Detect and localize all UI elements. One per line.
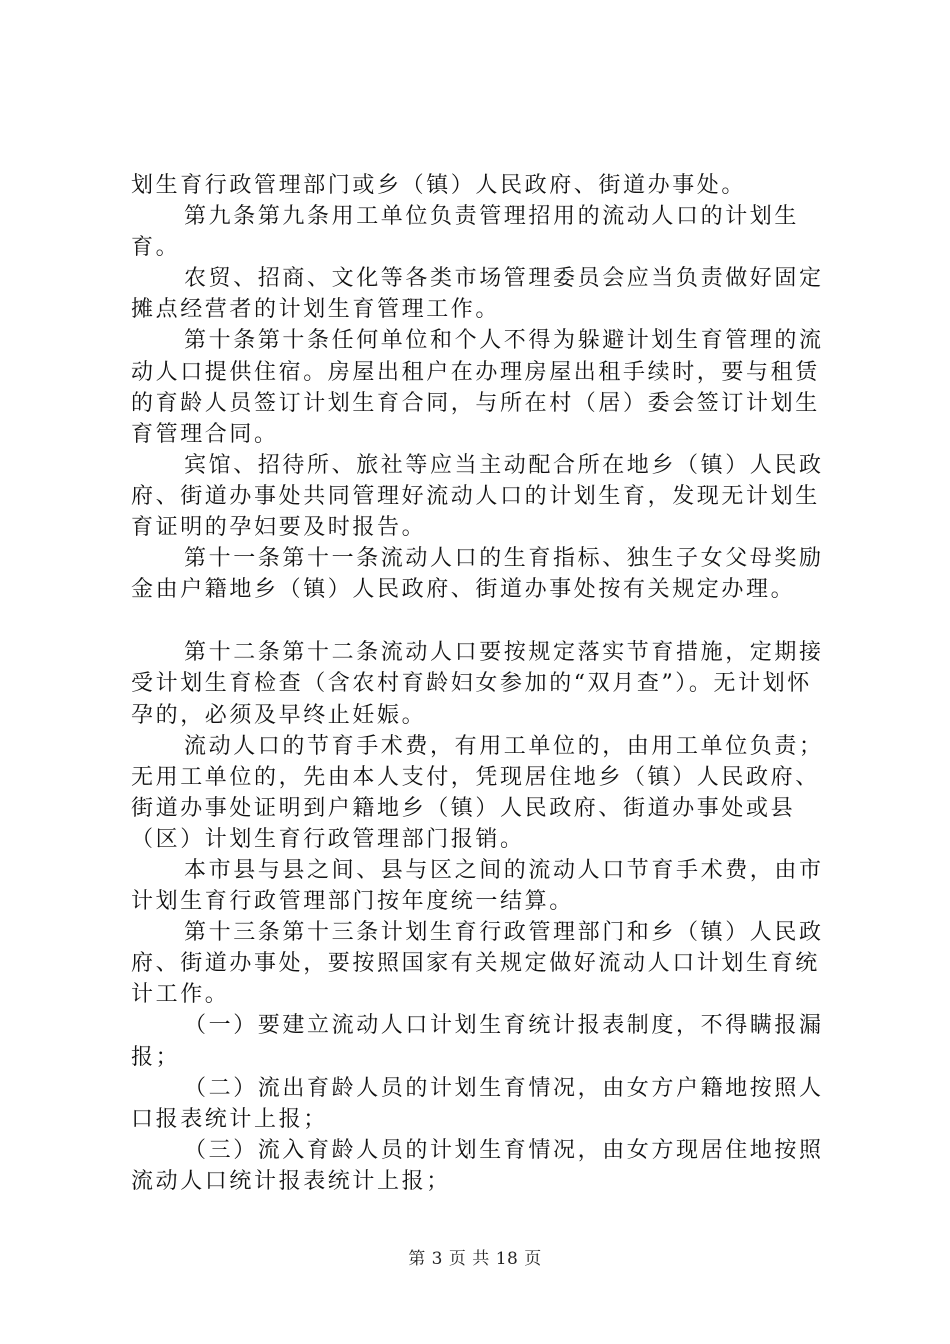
paragraph-5: 宾馆、招待所、旅社等应当主动配合所在地乡（镇）人民政府、街道办事处共同管理好流动人口的计划生育，发现无计划生育证明的孕妇要及时报告。 bbox=[131, 452, 824, 541]
document-body bbox=[131, 170, 831, 1197]
paragraph-1: 划生育行政管理部门或乡（镇）人民政府、街道办事处。 bbox=[131, 173, 747, 198]
paragraph-8: 流动人口的节育手术费，有用工单位的，由用工单位负责；无用工单位的，先由本人支付，凭现居住地乡（镇）人民政府、街道办事处证明到户籍地乡（镇）人民政府、街道办事处或县（区）计划生育行政管理部门报销。 bbox=[131, 733, 824, 852]
paragraph-2: 第九条第九条用工单位负责管理招用的流动人口的计划生育。 bbox=[131, 204, 800, 261]
paragraph-12: （二）流出育龄人员的计划生育情况，由女方户籍地按照人口报表统计上报； bbox=[131, 1075, 824, 1132]
paragraph-11: （一）要建立流动人口计划生育统计报表制度，不得瞒报漏报； bbox=[131, 1013, 824, 1070]
paragraph-10: 第十三条第十三条计划生育行政管理部门和乡（镇）人民政府、街道办事处，要按照国家有关规定做好流动人口计划生育统计工作。 bbox=[131, 920, 824, 1008]
paragraph-13: （三）流入育龄人员的计划生育情况，由女方现居住地按照流动人口统计报表统计上报； bbox=[131, 1137, 824, 1194]
paragraph-4: 第十条第十条任何单位和个人不得为躲避计划生育管理的流动人口提供住宿。房屋出租户在办理房屋出租手续时，要与租赁的育龄人员签订计划生育合同，与所在村（居）委会签订计划生育管理合同。 bbox=[131, 328, 824, 447]
paragraph-9: 本市县与县之间、县与区之间的流动人口节育手术费，由市计划生育行政管理部门按年度统一结算。 bbox=[131, 857, 824, 915]
paragraph-7: 第十二条第十二条流动人口要按规定落实节育措施，定期接受计划生育检查（含农村育龄妇女参加的“双月查”）。无计划怀孕的，必须及早终止妊娠。 bbox=[131, 640, 824, 728]
page-number-footer: 第 3 页 共 18 页 bbox=[408, 1249, 542, 1269]
paragraph-6: 第十一条第十一条流动人口的生育指标、独生子女父母奖励金由户籍地乡（镇）人民政府、街道办事处按有关规定办理。 bbox=[131, 546, 824, 603]
paragraph-3: 农贸、招商、文化等各类市场管理委员会应当负责做好固定摊点经营者的计划生育管理工作。 bbox=[131, 266, 824, 323]
